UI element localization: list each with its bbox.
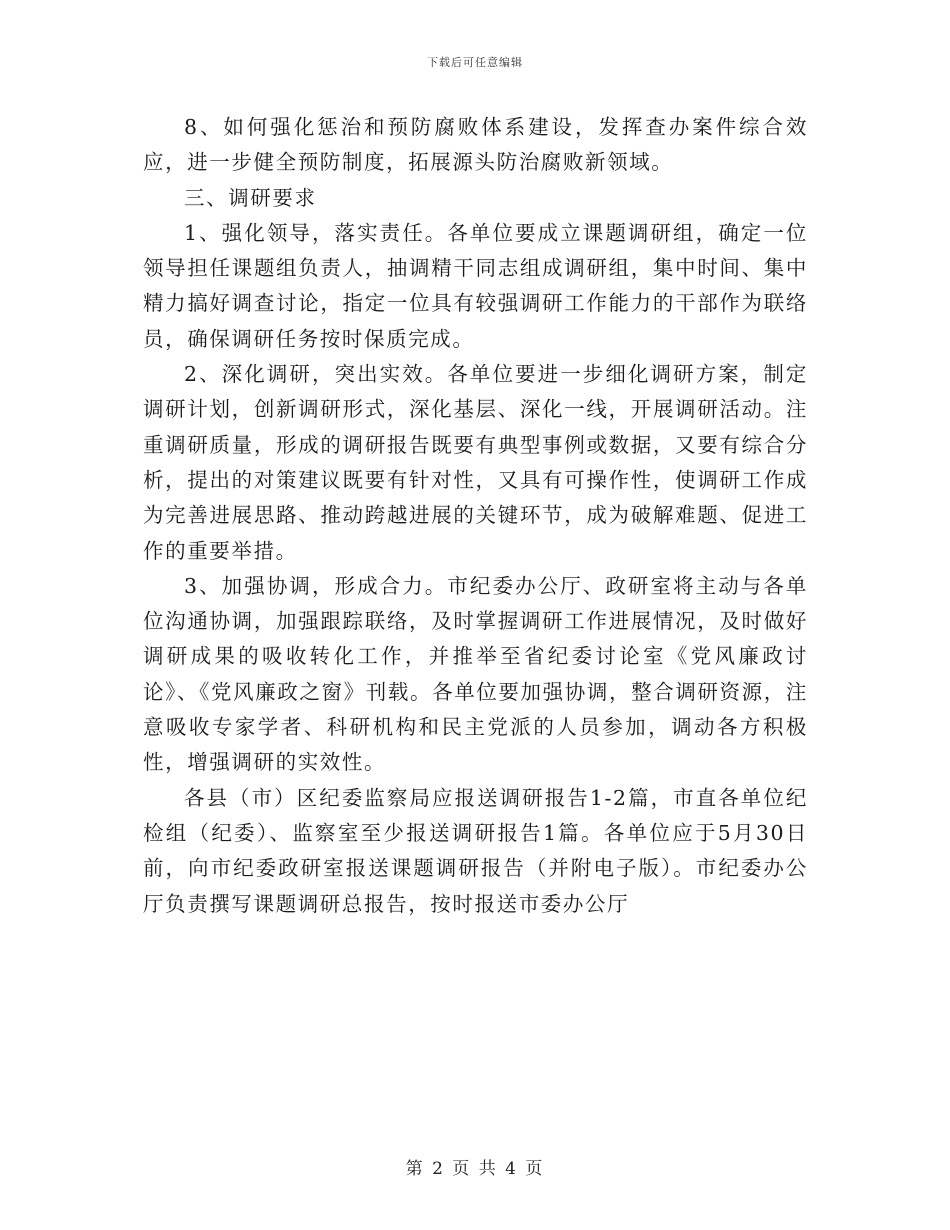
paragraph-item-8: 8、如何强化惩治和预防腐败体系建设，发挥查办案件综合效应，进一步健全预防制度，拓展源头防治腐败新领域。 <box>143 115 808 175</box>
page-footer: 第 2 页 共 4 页 <box>405 1159 545 1179</box>
page-header: 下载后可任意编辑 <box>427 56 523 69</box>
paragraph-requirement-2: 2、深化调研，突出实效。各单位要进一步细化调研方案，制定调研计划，创新调研形式，深化基层、深化一线，开展调研活动。注重调研质量，形成的调研报告既要有典型事例或数据，又要有综合分析，提出的对策建议既要有针对性，又具有可操作性，使调研工作成为完善进展思路、推动跨越进展的关键环节，成为破解难题、促进工作的重要举措。 <box>143 362 808 563</box>
document-body <box>143 110 808 922</box>
paragraph-requirement-3: 3、加强协调，形成合力。市纪委办公厅、政研室将主动与各单位沟通协调，加强跟踪联络，及时掌握调研工作进展情况，及时做好调研成果的吸收转化工作，并推举至省纪委讨论室《党风廉政讨论》、《党风廉政之窗》刊载。各单位要加强协调，整合调研资源，注意吸收专家学者、科研机构和民主党派的人员参加，调动各方积极性，增强调研的实效性。 <box>143 573 808 775</box>
paragraph-submission: 各县（市）区纪委监察局应报送调研报告1-2篇，市直各单位纪检组（纪委）、监察室至少报送调研报告1篇。各单位应于5月30日前，向市纪委政研室报送课题调研报告（并附电子版）。市纪委办公厅负责撰写课题调研总报告，按时报送市委办公厅 <box>143 785 808 916</box>
paragraph-requirement-1: 1、强化领导，落实责任。各单位要成立课题调研组，确定一位领导担任课题组负责人，抽调精干同志组成调研组，集中时间、集中精力搞好调查讨论，指定一位具有较强调研工作能力的干部作为联络员，确保调研任务按时保质完成。 <box>143 220 808 351</box>
section-heading-requirements: 三、调研要求 <box>184 185 317 210</box>
